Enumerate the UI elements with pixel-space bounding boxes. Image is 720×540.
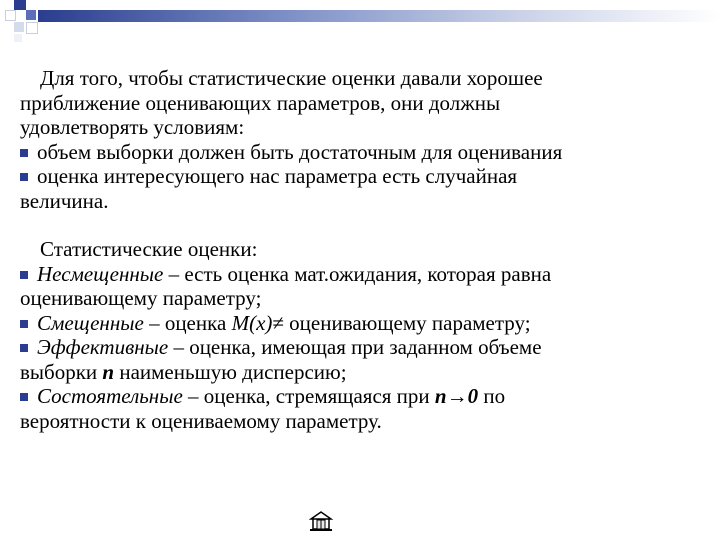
intro-line: приближение оценивающих параметров, они должны	[20, 90, 501, 115]
header-decor-square	[14, 22, 24, 32]
estimate-text: по	[478, 384, 506, 408]
estimate-formula: M(x)	[231, 310, 273, 335]
estimate-term: Несмещенные	[37, 261, 164, 286]
intro-paragraph	[20, 66, 705, 140]
home-icon	[309, 511, 333, 531]
estimate-text: – оценка	[143, 310, 232, 335]
header-decor-square	[14, 0, 26, 10]
header-decor-square	[14, 34, 22, 42]
estimate-text: – есть оценка мат.ожидания, которая равна	[163, 261, 552, 286]
bullet-square-icon	[20, 173, 28, 181]
header-decor-square	[26, 10, 36, 20]
estimate-text: оценивающему параметру;	[20, 286, 262, 310]
bullet-square-icon	[20, 320, 28, 328]
estimate-term: Состоятельные	[37, 384, 183, 408]
condition-text: оценка интересующего нас параметра есть случайная	[37, 164, 518, 188]
estimate-text: вероятности к оцениваемому параметру.	[20, 408, 382, 433]
estimates-heading	[20, 237, 705, 262]
bullet-square-icon	[20, 393, 28, 401]
home-button[interactable]	[309, 511, 333, 531]
estimate-text: – оценка, стремящаяся при	[182, 384, 435, 408]
condition-text: величина.	[20, 188, 109, 213]
estimate-item	[20, 262, 705, 311]
condition-item	[20, 140, 705, 165]
condition-text: объем выборки должен быть достаточным для оценивания	[37, 139, 563, 164]
bullet-square-icon	[20, 344, 28, 352]
header-decor-square	[26, 22, 38, 34]
heading-text: Статистические оценки:	[40, 237, 258, 261]
estimate-term: Смещенные	[37, 310, 144, 335]
estimate-item	[20, 311, 705, 336]
condition-item	[20, 164, 705, 213]
estimate-variable: n	[102, 359, 115, 384]
bullet-square-icon	[20, 271, 28, 279]
header-gradient-bar	[38, 10, 720, 22]
estimate-text: наименьшую дисперсию;	[114, 359, 347, 384]
intro-line: удовлетворять условиям:	[20, 115, 245, 139]
bullet-square-icon	[20, 149, 28, 157]
header-decor-square	[5, 10, 16, 21]
estimate-item	[20, 384, 705, 433]
estimate-text: – оценка, имеющая при заданном объеме	[168, 335, 542, 359]
slide-body	[20, 66, 705, 433]
estimate-term: Эффективные	[37, 335, 169, 359]
estimate-text: выборки	[20, 359, 103, 384]
intro-line: Для того, чтобы статистические оценки давали хорошее	[40, 66, 543, 90]
estimate-text: ≠ оценивающему параметру;	[272, 310, 531, 335]
estimate-item	[20, 335, 705, 384]
estimate-expression: n→0	[434, 384, 479, 408]
paragraph-gap	[20, 213, 705, 237]
